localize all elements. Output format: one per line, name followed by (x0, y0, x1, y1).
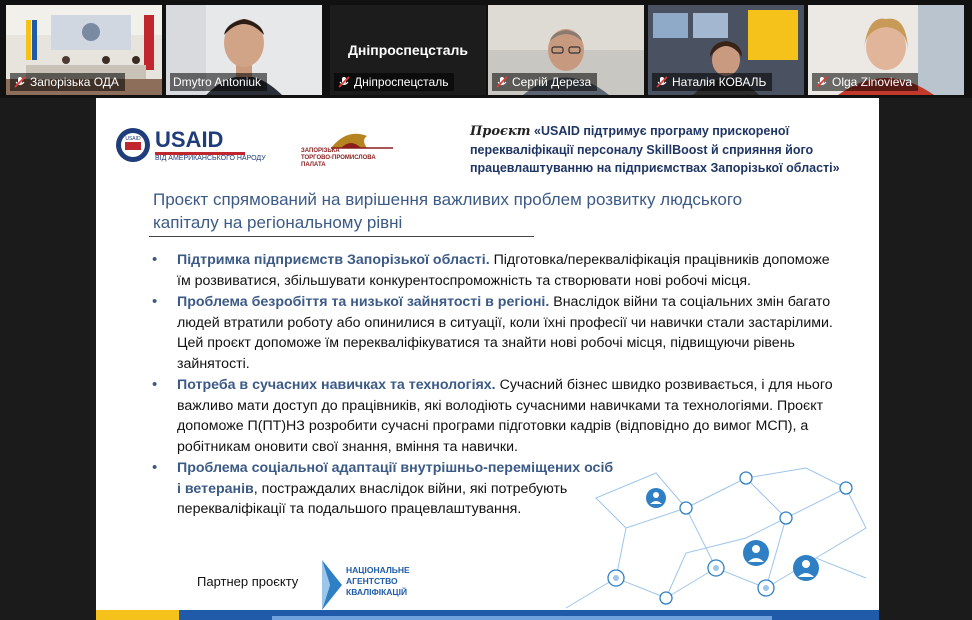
chamber-logo (301, 126, 393, 168)
participant-tile[interactable] (648, 5, 804, 95)
usaid-logo-text: USAID (155, 126, 224, 152)
naq-chevron-icon (320, 558, 346, 612)
usaid-logo-subtitle: ВІД АМЕРИКАНСЬКОГО НАРОДУ (155, 154, 266, 162)
partner-label: Партнер проєкту (197, 574, 299, 589)
bullet-item (152, 250, 842, 291)
usaid-seal-icon (116, 128, 150, 162)
participant-name: Dmytro Antoniuk (173, 75, 262, 89)
mic-muted-icon (13, 75, 27, 89)
naq-logo (320, 558, 430, 612)
bullet-item (152, 292, 842, 374)
bullet-lead: Проблема безробіття та низької зайнятості в регіоні. (177, 294, 550, 310)
participant-name: Дніпроспецсталь (354, 75, 449, 89)
participant-name: Сергій Дереза (512, 75, 592, 89)
participant-tile[interactable] (488, 5, 644, 95)
bullet-text: , постраждалих внаслідок війни, які потребують перекваліфікації та подальшого працевлаштування. (177, 480, 568, 517)
participant-name: Olga Zinovieva (832, 75, 913, 89)
participant-name-tag (812, 73, 918, 91)
bullet-text: Сучасний бізнес швидко розвивається, і для нього важливо мати доступ до працівників, які володіють сучасними навичками та технологіями. Проєкт допоможе П(ПТ)НЗ розробити сучасні програми підготовки кадрів (відповідно до вимог МСП), а робітникам оновити свої знання, вміння та навички. (177, 377, 833, 455)
heading-divider (149, 236, 534, 237)
footer-bar-yellow (96, 610, 179, 620)
bullet-item (152, 375, 842, 457)
participant-name: Запорізька ОДА (30, 75, 119, 89)
participant-name-tag (334, 73, 454, 91)
naq-name-line1: НАЦІОНАЛЬНЕ (346, 565, 410, 575)
footer-bar-light-blue (272, 616, 772, 620)
bullet-item (152, 458, 617, 520)
participant-tile-active[interactable] (166, 5, 322, 95)
bullet-text: Внаслідок війни та соціальних змін багато людей втратили роботу або опинилися в ситуації, коли їхні професії чи навички стали застарілими. Цей проєкт допоможе їм перекваліфікуватися та знайти нові робочі місця, підвищуючи рівень зайнятості. (177, 294, 833, 372)
usaid-logo (116, 128, 266, 162)
mic-muted-icon (815, 75, 829, 89)
mic-muted-icon (655, 75, 669, 89)
people-network-graphic (556, 458, 879, 620)
participants-strip (0, 0, 972, 98)
naq-name-line2: АГЕНТСТВО (346, 576, 398, 586)
chamber-name-line1: ЗАПОРІЗЬКА (301, 148, 340, 154)
bullet-text: Підготовка/перекваліфікація працівників допоможе їм розвиватися, збільшувати конкурентоспроможність та створювати нові робочі місця. (177, 252, 830, 289)
participant-name: Наталія КОВАЛЬ (672, 75, 767, 89)
naq-name-line3: КВАЛІФІКАЦІЙ (346, 587, 408, 597)
mic-muted-icon (337, 75, 351, 89)
bullet-lead: Потреба в сучасних навичках та технологіях. (177, 377, 496, 393)
project-word: Проєкт (470, 124, 531, 139)
mic-muted-icon (495, 75, 509, 89)
participant-name-tag (170, 73, 267, 91)
usaid-seal-text: USAID (125, 136, 141, 142)
bullet-lead: Проблема соціальної адаптації внутрішньо-переміщених осіб і ветеранів (177, 460, 614, 497)
participant-tile[interactable] (330, 5, 486, 95)
participant-name-tag (492, 73, 597, 91)
participant-placeholder-name: Дніпроспецсталь (347, 42, 469, 58)
slide-heading: Проєкт спрямований на вирішення важливих проблем розвитку людського капіталу на регіональному рівні (153, 190, 743, 232)
chamber-emblem-icon (301, 126, 393, 150)
participant-name-tag (652, 73, 772, 91)
shared-slide (96, 98, 879, 620)
project-title (470, 122, 870, 177)
bullet-lead: Підтримка підприємств Запорізької області. (177, 252, 490, 268)
participant-tile[interactable] (6, 5, 162, 95)
participant-tile[interactable] (808, 5, 964, 95)
chamber-name-line2: ТОРГОВО-ПРОМИСЛОВА ПАЛАТА (301, 155, 376, 168)
project-title-text: «USAID підтримує програму прискореної перекваліфікації персоналу SkillBoost й сприяння його працевлаштуванню на підприємствах Запорізької області» (470, 124, 840, 175)
participant-name-tag (10, 73, 125, 91)
